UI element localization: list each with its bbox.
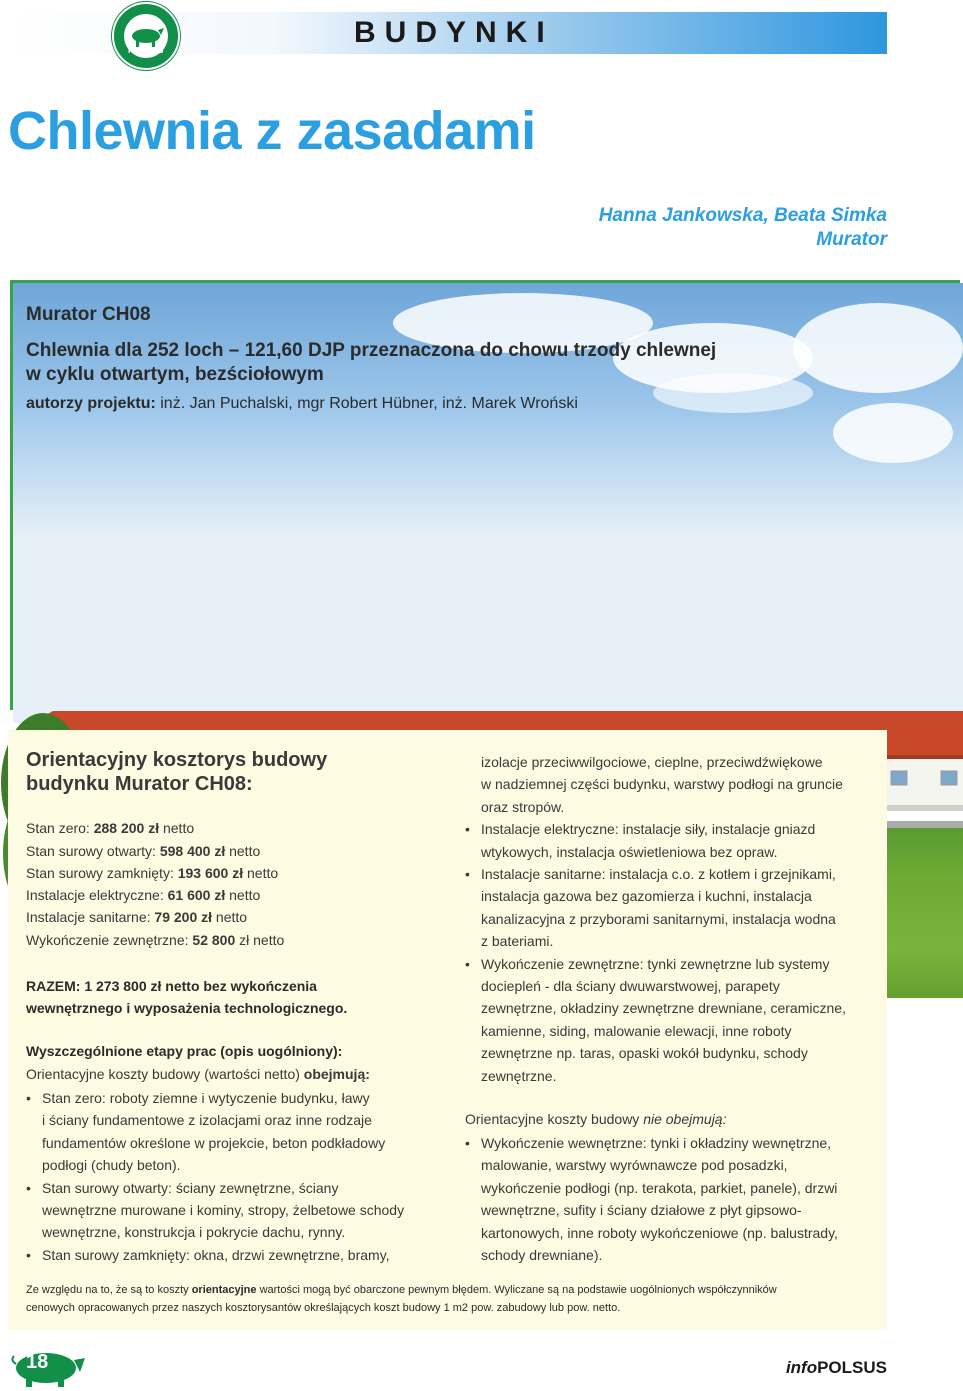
list-item-continuation: wewnętrzne, sufity i ściany działowe z płyt gipsowo- xyxy=(481,1202,802,1219)
not-included-list xyxy=(465,1132,875,1266)
list-item-continuation: zewnętrzne, okładziny zewnętrzne drewniane, ceramiczne, xyxy=(481,1000,846,1017)
page-number: 18 xyxy=(26,1351,49,1373)
list-item: • Stan zero: roboty ziemne i wytyczenie budynku, ławy xyxy=(26,1087,436,1109)
cost-item: Stan surowy zamknięty: 193 600 zł netto xyxy=(26,865,279,881)
list-item-continuation: kamienne, siding, malowanie elewacji, inne roboty xyxy=(481,1022,792,1039)
list-item-continuation: oraz stropów. xyxy=(481,798,565,815)
cost-item: Stan surowy otwarty: 598 400 zł netto xyxy=(26,843,261,859)
list-item-continuation: zewnętrzne np. taras, opaski wokół budynku, schody xyxy=(481,1045,808,1062)
list-item-continuation: dociepleń - dla ściany dwuwarstwowej, parapety xyxy=(481,978,780,995)
project-description-line: w cyklu otwartym, bezściołowym xyxy=(26,364,324,385)
list-item-continuation: wykończenie podłogi (np. terakota, parkiet, panele), drzwi xyxy=(481,1179,838,1196)
list-item-continuation: izolacje przeciwwilgociowe, cieplne, przeciwdźwiękowe xyxy=(481,754,823,770)
authors-publication: Murator xyxy=(816,229,887,250)
included-list-right xyxy=(465,751,875,1087)
authors-names: Hanna Jankowska, Beata Simka xyxy=(598,205,887,226)
list-item-continuation: malowanie, warstwy wyrównawcze pod posadzki, xyxy=(481,1157,788,1174)
list-item-continuation: w nadziemnej części budynku, warstwy podłogi na gruncie xyxy=(481,776,843,793)
section-title: BUDYNKI xyxy=(354,16,554,49)
cost-item: Stan zero: 288 200 zł netto xyxy=(26,820,195,836)
list-item-continuation: z bateriami. xyxy=(481,933,554,950)
project-description xyxy=(26,339,826,387)
cost-footnote: Ze względu na to, że są to koszty orientacyjne wartości mogą być obarczone pewnym błędem. Wyliczane są na podstawie uogólnionych współczynników cenowych opracowanych przez naszych kosztorysantów określających koszt budowy 1 m2 pow. zabudowy lub pow. netto. xyxy=(26,1284,777,1314)
publication-name: infoPOLSUS xyxy=(785,1358,887,1377)
included-list-left xyxy=(26,1087,436,1266)
list-item-continuation: schody drewniane). xyxy=(481,1247,603,1264)
list-item-continuation: wewnętrzne, konstrukcja i pokrycie dachu, rynny. xyxy=(42,1224,346,1241)
article-authors xyxy=(599,204,887,252)
list-item: • Wykończenie wewnętrzne: tynki i okładziny wewnętrzne, xyxy=(465,1132,875,1154)
cost-total-line: RAZEM: 1 273 800 zł netto bez wykończenia xyxy=(26,978,317,994)
cost-total-line: wewnętrznego i wyposażenia technologicznego. xyxy=(26,1000,348,1016)
list-item-continuation: i ściany fundamentowe z izolacjami oraz inne rodzaje xyxy=(42,1112,372,1129)
polsus-logo xyxy=(112,2,180,70)
list-item-continuation: podłogi (chudy beton). xyxy=(42,1157,181,1174)
cost-item: Instalacje elektryczne: 61 600 zł netto xyxy=(26,887,261,903)
list-item: • Stan surowy zamknięty: okna, drzwi zewnętrzne, bramy, xyxy=(26,1244,436,1266)
project-authors xyxy=(26,395,578,413)
stages-heading: Wyszczególnione etapy prac (opis uogólniony): xyxy=(26,1043,343,1059)
project-model: Murator CH08 xyxy=(26,304,151,325)
cost-total xyxy=(26,975,446,1019)
stages-subheading: Orientacyjne koszty budowy (wartości netto) obejmują: xyxy=(26,1066,370,1082)
article-title: Chlewnia z zasadami xyxy=(8,101,536,161)
project-authors-names: inż. Jan Puchalski, mgr Robert Hübner, inż. Marek Wroński xyxy=(155,395,578,412)
cost-estimate-title xyxy=(26,748,446,796)
cost-item: Wykończenie zewnętrzne: 52 800 zł netto xyxy=(26,932,285,948)
list-item-continuation: kanalizacyjna z przyborami sanitarnymi, instalacja wodna xyxy=(481,910,836,927)
list-item-continuation: fundamentów określone w projekcie, beton podkładowy xyxy=(42,1134,386,1151)
logo-label: POLSUS xyxy=(128,46,164,55)
cost-item: Instalacje sanitarne: 79 200 zł netto xyxy=(26,909,248,925)
list-item-continuation: instalacja gazowa bez gazomierza i kuchni, instalacja xyxy=(481,888,812,905)
project-description-line: Chlewnia dla 252 loch – 121,60 DJP przeznaczona do chowu trzody chlewnej xyxy=(26,340,717,361)
list-item-continuation: kartonowych, inne roboty wykończeniowe (np. balustrady, xyxy=(481,1224,838,1241)
list-item: • Stan surowy otwarty: ściany zewnętrzne, ściany xyxy=(26,1177,436,1199)
cost-title-line: budynku Murator CH08: xyxy=(26,773,253,795)
list-item: • Instalacje sanitarne: instalacja c.o. z kotłem i grzejnikami, xyxy=(465,863,875,885)
list-item: • Wykończenie zewnętrzne: tynki zewnętrzne lub systemy xyxy=(465,953,875,975)
list-item-continuation: zewnętrzne. xyxy=(481,1067,557,1084)
list-item-continuation: wtykowych, instalacja oświetleniowa bez opraw. xyxy=(481,843,778,860)
cost-title-line: Orientacyjny kosztorys budowy xyxy=(26,749,328,771)
list-item-continuation: wewnętrzne murowane i kominy, stropy, żelbetowe schody xyxy=(42,1202,405,1219)
project-authors-label: autorzy projektu: xyxy=(26,395,156,412)
list-item: • Instalacje elektryczne: instalacje siły, instalacje gniazd xyxy=(465,818,875,840)
not-included-heading: Orientacyjne koszty budowy nie obejmują: xyxy=(465,1111,727,1127)
